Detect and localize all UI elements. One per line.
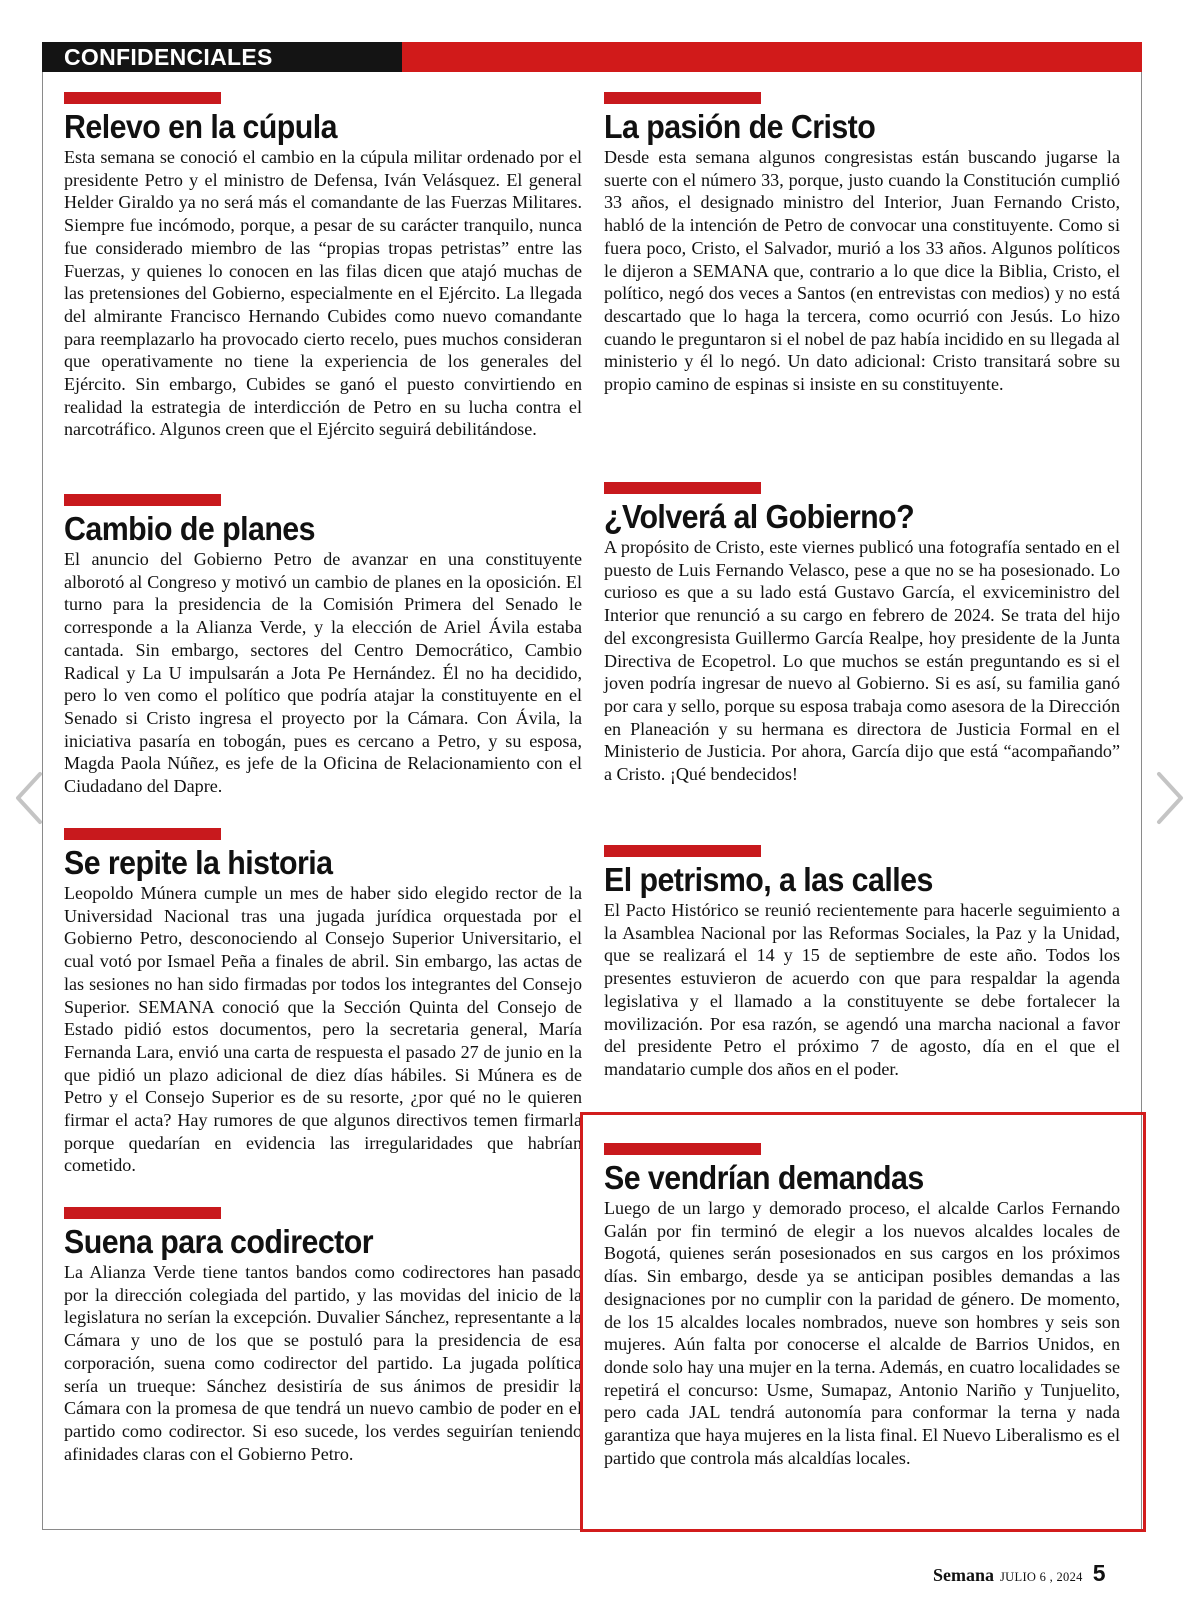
article-accent-bar xyxy=(64,92,221,104)
footer-brand: Semana xyxy=(933,1565,995,1585)
article-title: Suena para codirector xyxy=(64,1223,373,1260)
article-accent-bar xyxy=(604,92,761,104)
article-relevo xyxy=(64,92,582,441)
article-title: La pasión de Cristo xyxy=(604,108,876,145)
article-suena-codirector xyxy=(64,1207,582,1465)
article-title: Se repite la historia xyxy=(64,844,333,881)
section-banner-red xyxy=(402,42,1142,72)
article-body: Esta semana se conoció el cambio en la cúpula militar ordenado por el presidente Petro y el ministro de Defensa, Iván Velásquez. El general Helder Giraldo ya no será más el comandante de las Fuerzas Militares. Siempre fue incómodo, porque, a pesar de su carácter tranquilo, nunca fue considerado miembro de las “propias tropas petristas” entre las Fuerzas, y quienes lo conocen en las filas dicen que atajó muchas de las pretensiones del Gobierno, especialmente en el Ejército. La llegada del almirante Francisco Hernando Cubides como nuevo comandante para reemplazarlo ha provocado cierto recelo, pues muchos consideran que operativamente no tiene la experiencia de los generales del Ejército. Sin embargo, Cubides se ganó el puesto convirtiendo en realidad la estrategia de interdicción de Petro en su lucha contra el narcotráfico. Algunos creen que el Ejército seguirá debilitándose. xyxy=(64,147,582,440)
article-cambio-planes xyxy=(64,494,582,798)
next-page-arrow[interactable] xyxy=(1153,768,1187,828)
article-petrismo-calles xyxy=(604,845,1120,1081)
article-body: Leopoldo Múnera cumple un mes de haber sido elegido rector de la Universidad Nacional tras una jugada jurídica orquestada por el Gobierno Petro, desconociendo al Consejo Superior Universitario, el cual votó por Ismael Peña a finales de abril. Sin embargo, las actas de las sesiones no han sido firmadas por todos los integrantes del Consejo Superior. SEMANA conoció que la Sección Quinta del Consejo de Estado pidió estos documentos, pero la secretaria general, María Fernanda Lara, envió una carta de respuesta el pasado 27 de junio en la que pidió un plazo adicional de diez días hábiles. Si Múnera es de Petro y el Consejo Superior es de su resorte, ¿por qué no le quieren firmar el acta? Hay rumores de que algunos directivos temen firmarla porque quedarían en evidencia las irregularidades que habrían cometido. xyxy=(64,883,582,1176)
article-volvera-gobierno xyxy=(604,482,1120,786)
article-accent-bar xyxy=(604,845,761,857)
page-footer xyxy=(933,1560,1105,1590)
section-title: CONFIDENCIALES xyxy=(64,44,273,70)
page-number: 5 xyxy=(1092,1560,1106,1586)
article-title: ¿Volverá al Gobierno? xyxy=(604,498,915,535)
article-body: El Pacto Histórico se reunió recientemente para hacerle seguimiento a la Asamblea Nacional por las Reformas Sociales, la Paz y la Unidad, que se realizará el 14 y 15 de septiembre de este año. Todos los presentes estuvieron de acuerdo con que para respaldar la agenda legislativa y el llamado a la constituyente se debe fortalecer la movilización. Por esa razón, se agendó una marcha nacional a favor del presidente Petro el próximo 7 de agosto, día en el que el mandatario cumple dos años en el poder. xyxy=(604,900,1120,1079)
article-accent-bar xyxy=(64,828,221,840)
article-title: Cambio de planes xyxy=(64,510,315,547)
article-se-repite xyxy=(64,828,582,1177)
article-pasion-cristo xyxy=(604,92,1120,396)
article-accent-bar xyxy=(64,494,221,506)
article-title: Relevo en la cúpula xyxy=(64,108,337,145)
article-title: El petrismo, a las calles xyxy=(604,861,933,898)
previous-page-arrow[interactable] xyxy=(12,768,46,828)
footer-date: JULIO 6 , 2024 xyxy=(1000,1570,1083,1584)
article-title: Se vendrían demandas xyxy=(604,1159,924,1196)
highlight-box xyxy=(580,1112,1146,1532)
article-accent-bar xyxy=(604,482,761,494)
chevron-right-icon xyxy=(1153,768,1187,828)
article-body: El anuncio del Gobierno Petro de avanzar en una constituyente alborotó al Congreso y motivó un cambio de planes en la oposición. El turno para la presidencia de la Comisión Primera del Senado le corresponde a la Alianza Verde, y la elección de Ariel Ávila estaba cantada. Sin embargo, sectores del Centro Democrático, Cambio Radical y La U impulsarán a Jota Pe Hernández. Él no ha decidido, pero lo ven como el político que podría atajar la constituyente en el Senado si Cristo ingresa el proyecto por la Cámara. Con Ávila, la iniciativa pasaría en tobogán, pues es cercano a Petro, y su esposa, Magda Paola Núñez, es jefe de la Oficina de Relacionamiento con el Ciudadano del Dapre. xyxy=(64,549,582,797)
article-body: A propósito de Cristo, este viernes publicó una fotografía sentado en el puesto de Luis Fernando Velasco, pese a que no se ha posesionado. Lo curioso es que a su lado está Gustavo García, el exviceministro del Interior que renunció a su cargo en febrero de 2024. Se trata del hijo del excongresista Guillermo García Realpe, hoy presidente de la Junta Directiva de Ecopetrol. Lo que muchos se están preguntando es si el joven podría ingresar de nuevo al Gobierno. Si es así, su familia ganó por cara y sello, porque su esposa trabaja como asesora de la Dirección en Planeación y su hermana es directora de Justicia Formal en el Ministerio de Justicia. Por ahora, García dijo que está “acompañando” a Cristo. ¡Qué bendecidos! xyxy=(604,537,1120,785)
article-body: Luego de un largo y demorado proceso, el alcalde Carlos Fernando Galán por fin terminó de elegir a los nuevos alcaldes locales de Bogotá, quienes serán posesionados en sus cargos en los próximos días. Sin embargo, desde ya se anticipan posibles demandas a las designaciones por no cumplir con la paridad de género. De momento, de los 15 alcaldes locales nombrados, nueve son hombres y seis son mujeres. Aún falta por conocerse el alcalde de Barrios Unidos, en donde solo hay una mujer en la terna. Además, en cuatro localidades se repetirá el concurso: Usme, Sumapaz, Antonio Nariño y Tunjuelito, pero cada JAL tendrá autonomía para conformar la terna y nada garantiza que haya mujeres en la lista final. El Nuevo Liberalismo es el partido que controla más alcaldías locales. xyxy=(604,1198,1120,1468)
chevron-left-icon xyxy=(12,768,46,828)
article-body: La Alianza Verde tiene tantos bandos como codirectores han pasado por la dirección colegiada del partido, y las movidas del inicio de la legislatura no serían la excepción. Duvalier Sánchez, representante a la Cámara y uno de los que se postuló para la presidencia de esa corporación, suena como codirector del partido. La jugada política sería un trueque: Sánchez desistiría de sus ánimos de presidir la Cámara con la promesa de que tendrá un nuevo cambio de poder en el partido como codirector. Si eso sucede, los verdes seguirían teniendo afinidades claras con el Gobierno Petro. xyxy=(64,1262,582,1464)
article-accent-bar xyxy=(64,1207,221,1219)
article-body: Desde esta semana algunos congresistas están buscando jugarse la suerte con el número 33, porque, justo cuando la Constitución cumplió 33 años, el designado ministro del Interior, Juan Fernando Cristo, habló de la intención de Petro de convocar una constituyente. Como si fuera poco, Cristo, el Salvador, murió a los 33 años. Algunos políticos le dijeron a SEMANA que, contrario a lo que dice la Biblia, Cristo, el político, negó dos veces a Santos (en entrevistas con medios) y no está descartado que lo haga la tercera, como ocurrió con Jesús. Lo hizo cuando le preguntaron si el nobel de paz había incidido en su llegada al ministerio y él lo negó. Un dato adicional: Cristo transitará sobre su propio camino de espinas si insiste en su constituyente. xyxy=(604,147,1120,395)
